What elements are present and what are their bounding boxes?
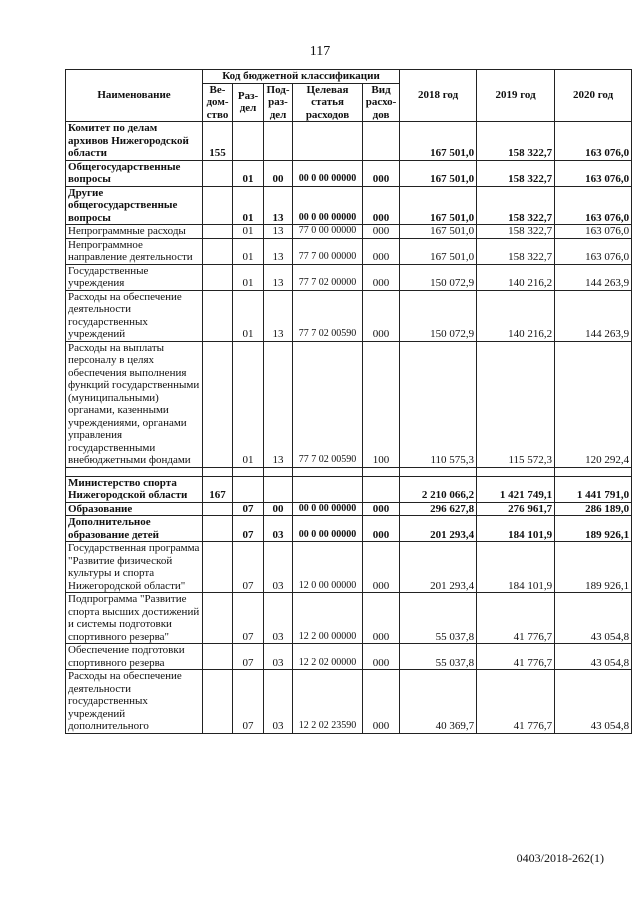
cell-y2018: 55 037,8 — [400, 593, 477, 644]
cell-razd: 01 — [233, 264, 264, 290]
cell-name: Государственные учреждения — [66, 264, 203, 290]
cell-podr: 03 — [264, 644, 293, 670]
cell-y2019: 184 101,9 — [477, 516, 555, 542]
cell-razd — [233, 122, 264, 161]
cell-y2019: 41 776,7 — [477, 593, 555, 644]
cell-y2018: 40 369,7 — [400, 670, 477, 734]
cell-y2020: 286 189,0 — [555, 502, 632, 516]
cell-razd: 07 — [233, 644, 264, 670]
cell-podr: 00 — [264, 160, 293, 186]
cell-y2019: 140 216,2 — [477, 290, 555, 341]
cell-stat: 77 7 02 00000 — [293, 264, 363, 290]
cell-y2020: 163 076,0 — [555, 186, 632, 225]
cell-y2018: 201 293,4 — [400, 542, 477, 593]
cell-vid: 000 — [363, 670, 400, 734]
cell-stat: 12 2 00 00000 — [293, 593, 363, 644]
cell-stat: 12 0 00 00000 — [293, 542, 363, 593]
cell-y2018: 167 501,0 — [400, 122, 477, 161]
cell-y2020: 189 926,1 — [555, 516, 632, 542]
cell-name: Общегосударственные вопросы — [66, 160, 203, 186]
cell-vid: 000 — [363, 225, 400, 239]
cell-razd: 01 — [233, 341, 264, 467]
cell-y2020: 43 054,8 — [555, 593, 632, 644]
cell-y2019: 158 322,7 — [477, 238, 555, 264]
cell-vid: 100 — [363, 341, 400, 467]
cell-y2019: 1 421 749,1 — [477, 476, 555, 502]
cell-vid — [363, 476, 400, 502]
spacer-cell — [400, 467, 477, 476]
page-number: 117 — [309, 44, 331, 59]
table-row — [66, 238, 632, 264]
cell-razd: 01 — [233, 238, 264, 264]
header-2020: 2020 год — [555, 70, 632, 122]
cell-name: Подпрограмма "Развитие спорта высших достижений и системы подготовки спортивного резерва" — [66, 593, 203, 644]
cell-stat: 00 0 00 00000 — [293, 160, 363, 186]
cell-stat: 77 0 00 00000 — [293, 225, 363, 239]
cell-y2018: 167 501,0 — [400, 186, 477, 225]
cell-podr: 13 — [264, 264, 293, 290]
cell-podr: 03 — [264, 516, 293, 542]
cell-razd — [233, 476, 264, 502]
spacer-cell — [203, 467, 233, 476]
table-row — [66, 476, 632, 502]
table-row — [66, 225, 632, 239]
cell-y2019: 276 961,7 — [477, 502, 555, 516]
header-2018: 2018 год — [400, 70, 477, 122]
spacer-cell — [233, 467, 264, 476]
header-name: Наименование — [66, 70, 203, 122]
spacer-cell — [555, 467, 632, 476]
cell-name: Обеспечение подготовки спортивного резерва — [66, 644, 203, 670]
cell-vid: 000 — [363, 290, 400, 341]
cell-y2020: 1 441 791,0 — [555, 476, 632, 502]
cell-y2018: 167 501,0 — [400, 238, 477, 264]
cell-vid: 000 — [363, 542, 400, 593]
cell-razd: 07 — [233, 516, 264, 542]
spacer-cell — [477, 467, 555, 476]
cell-y2019: 158 322,7 — [477, 160, 555, 186]
cell-y2018: 167 501,0 — [400, 160, 477, 186]
cell-razd: 07 — [233, 542, 264, 593]
spacer-cell — [66, 467, 203, 476]
cell-stat: 00 0 00 00000 — [293, 516, 363, 542]
table-row — [66, 341, 632, 467]
table-row — [66, 160, 632, 186]
cell-y2020: 163 076,0 — [555, 225, 632, 239]
cell-y2020: 144 263,9 — [555, 290, 632, 341]
cell-y2019: 158 322,7 — [477, 122, 555, 161]
spacer-row — [66, 467, 632, 476]
cell-y2018: 201 293,4 — [400, 516, 477, 542]
document-code: 0403/2018-262(1) — [516, 851, 604, 865]
cell-razd: 01 — [233, 186, 264, 225]
cell-name: Дополнительное образование детей — [66, 516, 203, 542]
cell-podr — [264, 476, 293, 502]
cell-y2019: 41 776,7 — [477, 644, 555, 670]
cell-y2018: 110 575,3 — [400, 341, 477, 467]
cell-y2018: 167 501,0 — [400, 225, 477, 239]
cell-y2018: 150 072,9 — [400, 290, 477, 341]
cell-vid: 000 — [363, 186, 400, 225]
cell-name: Непрограммное направление деятельности — [66, 238, 203, 264]
cell-vid: 000 — [363, 160, 400, 186]
cell-y2020: 43 054,8 — [555, 670, 632, 734]
header-statya: Целевая статья расходов — [293, 83, 363, 122]
cell-ved — [203, 290, 233, 341]
cell-podr: 13 — [264, 238, 293, 264]
cell-razd: 01 — [233, 290, 264, 341]
cell-stat: 77 7 02 00590 — [293, 341, 363, 467]
cell-name: Расходы на обеспечение деятельности государственных учреждений дополнительного — [66, 670, 203, 734]
cell-podr: 00 — [264, 502, 293, 516]
cell-stat: 00 0 00 00000 — [293, 186, 363, 225]
table-row — [66, 264, 632, 290]
cell-razd: 07 — [233, 502, 264, 516]
cell-stat: 77 7 00 00000 — [293, 238, 363, 264]
cell-vid: 000 — [363, 238, 400, 264]
cell-podr: 13 — [264, 341, 293, 467]
header-podrazdel: Под- раз- дел — [264, 83, 293, 122]
table-row — [66, 542, 632, 593]
header-vedomstvo: Ве- дом- ство — [203, 83, 233, 122]
cell-name: Расходы на обеспечение деятельности государственных учреждений — [66, 290, 203, 341]
cell-y2018: 296 627,8 — [400, 502, 477, 516]
cell-y2018: 150 072,9 — [400, 264, 477, 290]
table-row — [66, 186, 632, 225]
cell-y2018: 55 037,8 — [400, 644, 477, 670]
table-row — [66, 670, 632, 734]
cell-ved — [203, 225, 233, 239]
cell-y2019: 140 216,2 — [477, 264, 555, 290]
cell-stat: 12 2 02 00000 — [293, 644, 363, 670]
cell-y2020: 163 076,0 — [555, 238, 632, 264]
cell-y2020: 163 076,0 — [555, 160, 632, 186]
table-row — [66, 502, 632, 516]
cell-y2019: 184 101,9 — [477, 542, 555, 593]
cell-razd: 01 — [233, 160, 264, 186]
cell-name: Министерство спорта Нижегородской области — [66, 476, 203, 502]
cell-ved — [203, 542, 233, 593]
cell-name: Непрограммные расходы — [66, 225, 203, 239]
cell-vid: 000 — [363, 516, 400, 542]
table-row — [66, 593, 632, 644]
cell-podr: 03 — [264, 670, 293, 734]
cell-stat — [293, 122, 363, 161]
cell-y2020: 144 263,9 — [555, 264, 632, 290]
table-row — [66, 516, 632, 542]
cell-ved — [203, 160, 233, 186]
table-row — [66, 644, 632, 670]
cell-razd: 07 — [233, 670, 264, 734]
cell-y2020: 43 054,8 — [555, 644, 632, 670]
spacer-cell — [363, 467, 400, 476]
cell-ved — [203, 264, 233, 290]
cell-podr: 13 — [264, 225, 293, 239]
cell-vid: 000 — [363, 264, 400, 290]
cell-y2019: 41 776,7 — [477, 670, 555, 734]
cell-y2020: 163 076,0 — [555, 122, 632, 161]
cell-y2019: 158 322,7 — [477, 225, 555, 239]
cell-ved — [203, 238, 233, 264]
cell-stat: 00 0 00 00000 — [293, 502, 363, 516]
header-2019: 2019 год — [477, 70, 555, 122]
cell-podr — [264, 122, 293, 161]
cell-y2018: 2 210 066,2 — [400, 476, 477, 502]
cell-podr: 03 — [264, 542, 293, 593]
header-vid: Вид расхо- дов — [363, 83, 400, 122]
cell-name: Образование — [66, 502, 203, 516]
cell-stat — [293, 476, 363, 502]
cell-podr: 13 — [264, 186, 293, 225]
cell-y2020: 189 926,1 — [555, 542, 632, 593]
cell-ved: 155 — [203, 122, 233, 161]
cell-stat: 12 2 02 23590 — [293, 670, 363, 734]
cell-vid: 000 — [363, 502, 400, 516]
cell-name: Комитет по делам архивов Нижегородской области — [66, 122, 203, 161]
cell-podr: 03 — [264, 593, 293, 644]
header-razdel: Раз- дел — [233, 83, 264, 122]
spacer-cell — [264, 467, 293, 476]
cell-ved — [203, 341, 233, 467]
cell-razd: 07 — [233, 593, 264, 644]
cell-name: Другие общегосударственные вопросы — [66, 186, 203, 225]
table-row — [66, 122, 632, 161]
cell-podr: 13 — [264, 290, 293, 341]
cell-ved — [203, 186, 233, 225]
cell-razd: 01 — [233, 225, 264, 239]
cell-vid: 000 — [363, 593, 400, 644]
cell-y2019: 115 572,3 — [477, 341, 555, 467]
cell-ved: 167 — [203, 476, 233, 502]
cell-vid: 000 — [363, 644, 400, 670]
table-row — [66, 290, 632, 341]
cell-vid — [363, 122, 400, 161]
cell-y2019: 158 322,7 — [477, 186, 555, 225]
header-code-group: Код бюджетной классификации — [203, 70, 400, 84]
cell-ved — [203, 644, 233, 670]
spacer-cell — [293, 467, 363, 476]
cell-ved — [203, 502, 233, 516]
cell-name: Государственная программа "Развитие физической культуры и спорта Нижегородской области" — [66, 542, 203, 593]
cell-ved — [203, 516, 233, 542]
budget-table — [65, 69, 632, 734]
cell-ved — [203, 593, 233, 644]
cell-stat: 77 7 02 00590 — [293, 290, 363, 341]
cell-y2020: 120 292,4 — [555, 341, 632, 467]
cell-ved — [203, 670, 233, 734]
cell-name: Расходы на выплаты персоналу в целях обеспечения выполнения функций государственными (муниципальными) органами, казенными учреждениями, органами управления государственными внебюджетными фондами — [66, 341, 203, 467]
